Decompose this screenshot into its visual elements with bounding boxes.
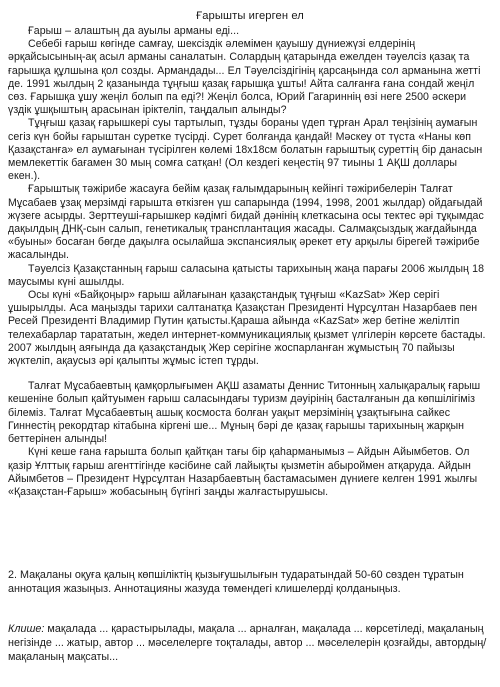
task-cliche	[8, 622, 492, 664]
article-paragraph-1: Ғарыш – алаштың да ауылы арманы еді...	[28, 25, 240, 37]
cliche-label: Клише:	[8, 623, 45, 635]
article-paragraph-8: Күні кеше ғана ғарышта болып қайтқан тағы бір қаһарманымыз – Айдын Айымбетов. Ол қазір Ұлттық ғарыш агенттігінде кәсібине сай лайықты қызметін абыроймен атқаруда. Айдын Айымбетов – Президент Нұрсұлтан Назарбаевтың бастамасымен дүниеге келген 1991 жылғы «Қазақстан-Ғарыш» жобасының бүгінгі заңды жалғастырушысы.	[8, 446, 478, 498]
article-paragraph-6: Осы күні «Байқоңыр» ғарыш айлағынан қазақстандық тұңғыш «KazSat» Жер серігі ұшырылды. Аса маңызды тарихи салтанатқа Қазақстан Президенті Нұрсұлтан Назарбаев пен Ресей Президенті Владимир Путин қатысты.Қараша айында «KazSat» жер бетіне желілтіп телехабарлар тарататын, жедел интернет-коммуникациялық қызмет үлгілерін көрсете бастады. 2007 жылдың аяғында да қазақстандық Жер серігіне жоспарланған жұмыстың 70 пайызы жүктеліп, ақаусыз әрі қалыпты жұмыс істеп тұрды.	[8, 289, 486, 368]
cliche-text: мақалада ... қарастырылады, мақала ... арналған, мақалада ... көрсетіледі, мақаланың негізінде ... жатыр, автор ... мәселелерге тоқталады, автор ... мәселелерін қозғайды, автордың/мақаланың мақсаты...	[8, 623, 487, 663]
article-paragraph-7: Талғат Мұсабаевтың қамқорлығымен АҚШ азаматы Деннис Титонның халықаралық ғарыш кешеніне болып қайтуымен ғарыш саласындағы туризм дәуірінің басталғанын да көпшілігіміз білеміз. Талғат Мұсабаевтың ашық космоста болған уақыт мерзімінің ұзақтығына сайкес Гиннестің рекордтар кітабына кіргені ше... Мұның бәрі де қазақ ғарышы тарихының жарқын беттерінен алынды!	[8, 380, 481, 446]
article-paragraph-3: Тұңғыш қазақ ғарышкері суы тартылып, тұзды бораны үдеп тұрған Арал теңізінің аумағын сегіз күн бойы ғарыштан суретке түсірді. Сурет болғанда қандай! Мәскеу от түста «Наны көп Қазақстанға» ел аумағынан түсірілген көлемі 18х18см болатын ғарыштық суреттің бір данасын мемлекеттік бағамен 30 мың сомға сатқан! (Ол кездегі кеңестің 97 тиыны 1 АҚШ доллары екен.).	[8, 117, 483, 183]
task-instruction: 2. Мақаланы оқуға қалың көпшіліктің қызығушылығын тударатындай 50-60 сөзден тұратын аннотация жазыңыз. Аннотацияны жазуда төмендегі клишелерді қолданыңыз.	[8, 569, 464, 595]
article-paragraph-5: Тәуелсіз Қазақстанның ғарыш саласына қатысты тарихының жаңа парағы 2006 жылдың 18 маусымы күні ашылды.	[8, 262, 485, 288]
article-paragraph-4: Ғарыштық тәжірибе жасауға бейім қазақ ғалымдарының кейінгі тәжірибелерін Талғат Мұсабаев ұзақ мерзімді ғарышта өткізген үш сапарында (1994, 1998, 2001 жылдар) ойдағыдай жүзеге асырды. Зерттеуші-ғарышкер кәдімгі бидай дәнінің клеткасына осы тектес әрі тұқымдас дақылдың ДНҚ-сын салып, генетикалық трансплантация жасады. Салмақсыздық жағдайында «буыны» босаған бөгде дақылға осылайша экспансиялық әрекет ету арқылы бірегей тәжірибе жасалынды.	[8, 183, 484, 262]
article-paragraph-2: Себебі ғарыш көгінде самғау, шексіздік әлемімен қауышу дүниежүзі елдерінің әрқайсысының-ақ асыл арманы саналатын. Солардың қатарында ежелден тәуелсіз қазақ та ғарышқа құлшына қол созды. Армандады... Ел Тәуелсіздігінің қарсаңында сол арманына жетті де. 1991 жылдың 2 қазанында тұңғыш қазақ ғарышқа ұшты! Айта салғанға ғана сондай жеңіл сөз. Ғарышқа ұшу жеңіл болып па еді?! Жеңіл болса, Юрий Гагариннің өзі неге 2500 әскери үздік ұшқыштың арасынан іріктеліп, таңдалып алынды?	[8, 38, 481, 117]
article-title: Ғарышты игерген ел	[196, 10, 304, 22]
